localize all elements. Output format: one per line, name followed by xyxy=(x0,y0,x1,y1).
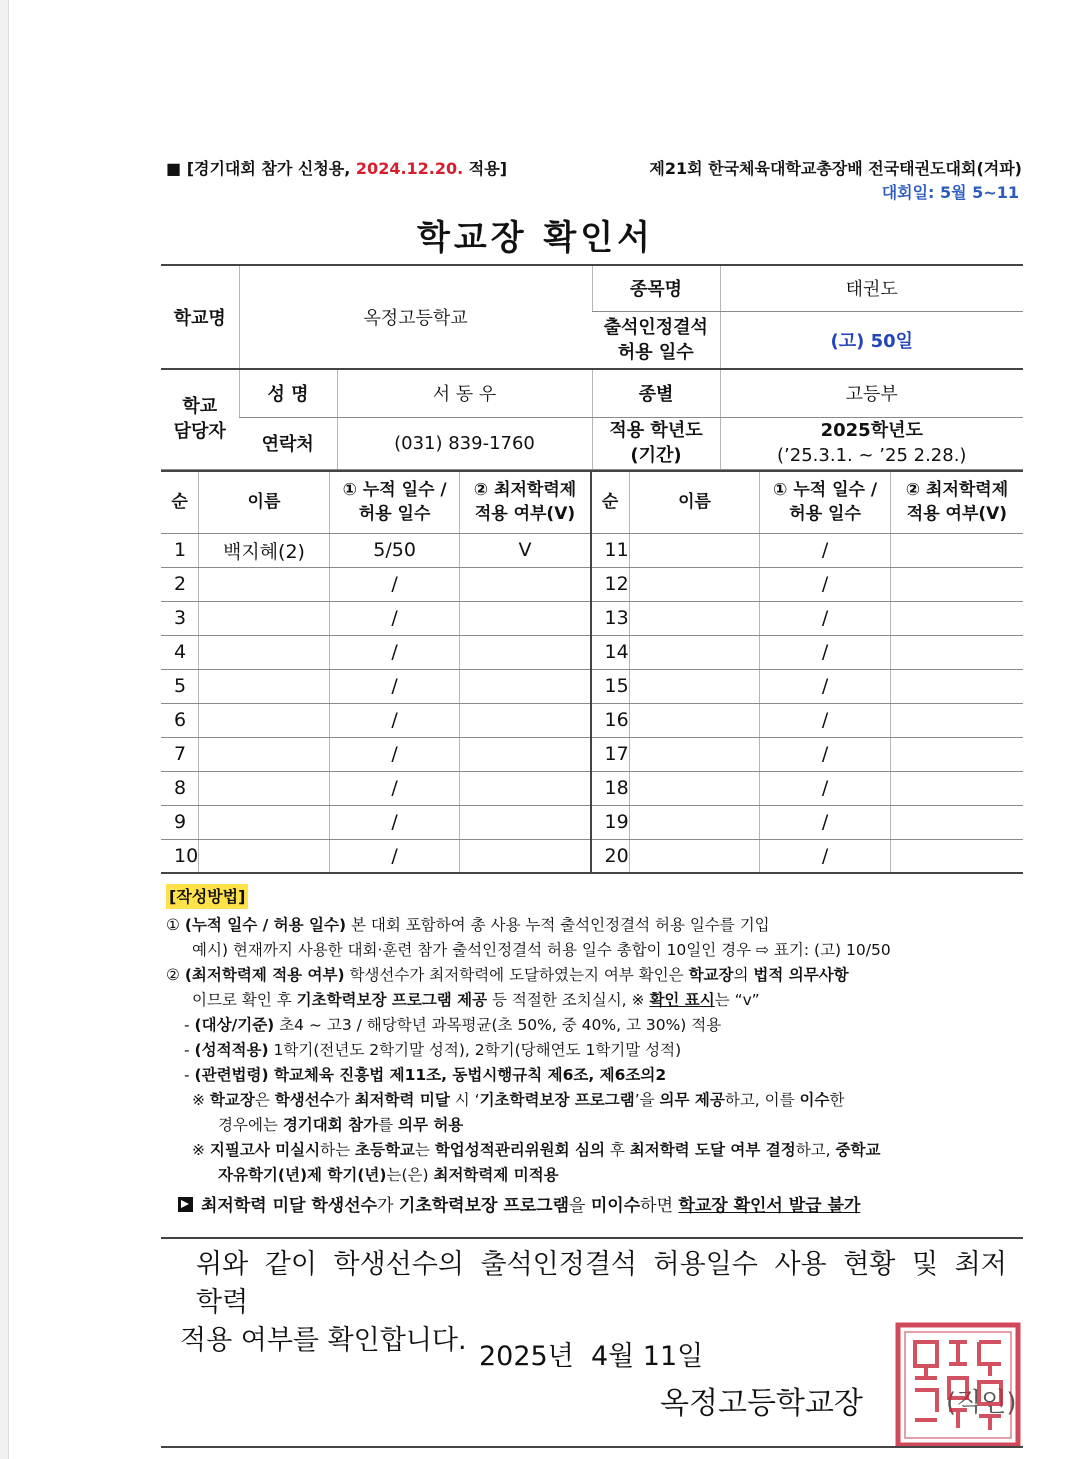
row-number: 20 xyxy=(591,839,630,873)
guide-warning-t3: 하면 xyxy=(640,1196,679,1216)
col-check-header-right xyxy=(890,471,1023,533)
guide-note-2-t1: 하는 xyxy=(320,1141,356,1159)
guide-detail-target-text: 초4 ~ 고3 / 해당학년 과목평균(초 50%, 중 40%, 고 30%) 적용 xyxy=(274,1016,722,1034)
row-name xyxy=(629,703,760,737)
guide-note-2-t3: 후 xyxy=(604,1141,630,1159)
competition-name: 제21회 한국체육대학교총장배 전국태권도대회(겨파) xyxy=(649,159,1022,178)
row-name xyxy=(199,737,330,771)
guide-title: [작성방법] xyxy=(166,884,248,909)
header-applied-date: 2024.12.20. xyxy=(355,159,464,178)
table-row xyxy=(161,635,1023,669)
guide-note-1-b4: 기초학력보장 프로그램 xyxy=(479,1091,635,1109)
guide-detail-grades-text: 1학기(전년도 2학기말 성적), 2학기(당해연도 1학기말 성적) xyxy=(268,1041,682,1059)
school-year-label-line1: 적용 학년도 xyxy=(609,420,703,441)
guide-warning-t2: 을 xyxy=(569,1196,591,1216)
guide-item-2-line2-d: 는 “v” xyxy=(714,991,760,1009)
row-name xyxy=(199,805,330,839)
guide-item-1-mark: ① xyxy=(166,916,180,934)
guide-note-1-t2: 가 xyxy=(334,1091,355,1109)
row-days: 5/50 xyxy=(329,533,460,567)
row-name xyxy=(199,635,330,669)
header-left-suffix: 적용] xyxy=(463,159,508,178)
event-label: 종목명 xyxy=(592,265,720,311)
guide-warning-t1: 가 xyxy=(377,1196,399,1216)
table-row xyxy=(161,805,1023,839)
allowed-days-value: (고) 50일 xyxy=(720,311,1023,369)
row-name xyxy=(629,839,760,873)
guide-note-1-t6: 한 xyxy=(829,1091,845,1109)
guide-note-1 xyxy=(166,1088,1026,1113)
writing-guide xyxy=(166,884,1026,1219)
guide-note-2 xyxy=(166,1138,1026,1163)
guide-note-1-b3: 최저학력 미달 xyxy=(354,1091,450,1109)
col-no-header-right: 순 xyxy=(591,471,630,533)
col-days-header-right-line2: 허용 일수 xyxy=(789,504,861,525)
guide-note-1-t1: 은 xyxy=(254,1091,275,1109)
row-number: 4 xyxy=(161,635,199,669)
row-check xyxy=(890,533,1023,567)
col-check-header-right-line2: 적용 여부(V) xyxy=(906,504,1008,525)
table-row xyxy=(161,567,1023,601)
guide-item-2-bold-d: 법적 의무사항 xyxy=(753,966,849,984)
row-name xyxy=(629,771,760,805)
guide-item-1-example: 예시) 현재까지 사용한 대회·훈련 참가 출석인정결석 허용 일수 총합이 10일인 경우 ⇨ 표기: (고) 10/50 xyxy=(192,941,891,959)
school-year-period: (’25.3.1. ~ ’25 2.28.) xyxy=(777,445,967,466)
header-left-prefix: [경기대회 참가 신청용, xyxy=(186,159,356,178)
row-name xyxy=(629,737,760,771)
row-days: / xyxy=(760,567,891,601)
event-value: 태권도 xyxy=(720,265,1023,311)
guide-note-2-b1: 지필고사 미실시 xyxy=(209,1141,321,1159)
row-number: 3 xyxy=(161,601,199,635)
allowed-days-label xyxy=(592,311,720,369)
row-check xyxy=(460,703,591,737)
guide-item-2-line2-c: 등 적절한 조치실시, ※ xyxy=(487,991,650,1009)
col-days-header-line1: ① 누적 일수 / xyxy=(342,480,447,501)
row-name xyxy=(199,839,330,873)
guide-detail-grades xyxy=(166,1038,1026,1063)
school-year-value xyxy=(720,417,1023,469)
guide-item-1 xyxy=(166,913,1026,938)
guide-item-2-title: (최저학력제 적용 여부) xyxy=(184,966,345,984)
row-check xyxy=(890,567,1023,601)
guide-note-1-mark: ※ xyxy=(192,1091,210,1109)
row-check: V xyxy=(460,533,591,567)
row-check xyxy=(890,771,1023,805)
row-check xyxy=(460,635,591,669)
bottom-rule xyxy=(161,1446,1023,1448)
row-days: / xyxy=(329,771,460,805)
allowed-days-label-line1: 출석인정결석 xyxy=(603,316,708,338)
guide-note-2-b4: 최저학력 도달 여부 결정 xyxy=(629,1141,796,1159)
school-info-table xyxy=(161,264,1023,470)
guide-note-2-line2 xyxy=(166,1163,1026,1188)
col-check-header-line1: ② 최저학력제 xyxy=(473,480,577,501)
col-days-header-line2: 허용 일수 xyxy=(358,504,431,525)
col-check-header xyxy=(460,471,591,533)
row-check xyxy=(890,839,1023,873)
guide-item-2-line2-a: 이므로 확인 후 xyxy=(192,991,297,1009)
row-number: 2 xyxy=(161,567,199,601)
manager-label-line1: 학교 xyxy=(182,396,218,418)
guide-note-1-line2 xyxy=(166,1113,1026,1138)
document-title: 학교장 확인서 xyxy=(417,218,654,258)
row-check xyxy=(460,805,591,839)
row-name xyxy=(629,601,760,635)
row-name xyxy=(629,669,760,703)
contact-value: (031) 839-1760 xyxy=(337,417,592,469)
competition-dates: 대회일: 5월 5~11 xyxy=(881,183,1019,202)
row-number: 7 xyxy=(161,737,199,771)
guide-item-2-line2 xyxy=(166,988,1026,1013)
guide-note-1-t3: 시 ‘ xyxy=(449,1091,480,1109)
row-days: / xyxy=(329,567,460,601)
table-row xyxy=(161,771,1023,805)
guide-item-2-mark: ② xyxy=(166,966,180,984)
table-row xyxy=(161,601,1023,635)
row-number: 13 xyxy=(591,601,630,635)
row-name xyxy=(629,533,760,567)
row-number: 17 xyxy=(591,737,630,771)
header-bullet: ■ xyxy=(166,159,182,178)
row-number: 6 xyxy=(161,703,199,737)
guide-note-2-b3: 학업성적관리위원회 심의 xyxy=(434,1141,605,1159)
col-check-header-line2: 적용 여부(V) xyxy=(474,504,576,525)
guide-note-1-b5: 의무 제공 xyxy=(659,1091,725,1109)
school-name-value: 옥정고등학교 xyxy=(239,265,592,369)
guide-detail-law xyxy=(166,1063,1026,1088)
table-row xyxy=(161,737,1023,771)
seal-mark-label: (직인) xyxy=(946,1388,1017,1418)
row-days: / xyxy=(760,703,891,737)
guide-note-1-t5: 하고, 이를 xyxy=(724,1091,800,1109)
school-name-label: 학교명 xyxy=(161,265,239,369)
guide-note-2-b5: 중학교 xyxy=(835,1141,881,1159)
school-year-value-line1: 2025학년도 xyxy=(820,420,923,441)
row-number: 19 xyxy=(591,805,630,839)
row-days: / xyxy=(760,805,891,839)
row-number: 10 xyxy=(161,839,199,873)
division-value: 고등부 xyxy=(720,369,1023,417)
row-days: / xyxy=(329,839,460,873)
guide-note-1-l2-d: 의무 허용 xyxy=(397,1116,464,1134)
guide-warning-b3: 미이수 xyxy=(590,1196,641,1216)
row-days: / xyxy=(760,771,891,805)
guide-detail-target-label: (대상/기준) xyxy=(194,1016,275,1034)
guide-warning-b2: 기초학력보장 프로그램 xyxy=(398,1196,570,1216)
row-check xyxy=(460,839,591,873)
guide-detail-grades-dash: - xyxy=(184,1041,195,1059)
guide-warning-b1: 최저학력 미달 학생선수 xyxy=(201,1196,378,1216)
row-check xyxy=(460,669,591,703)
row-days: / xyxy=(329,601,460,635)
row-number: 9 xyxy=(161,805,199,839)
guide-note-1-b2: 학생선수 xyxy=(274,1091,335,1109)
row-number: 14 xyxy=(591,635,630,669)
contact-label: 연락처 xyxy=(239,417,337,469)
row-check xyxy=(890,635,1023,669)
row-days: / xyxy=(760,839,891,873)
col-name-header-right: 이름 xyxy=(629,471,760,533)
allowed-days-label-line2: 허용 일수 xyxy=(617,341,694,363)
guide-note-2-t2: 는 xyxy=(414,1141,435,1159)
row-number: 5 xyxy=(161,669,199,703)
form-header xyxy=(166,156,1022,179)
guide-note-1-b1: 학교장 xyxy=(209,1091,255,1109)
col-no-header: 순 xyxy=(161,471,199,533)
row-name xyxy=(629,635,760,669)
row-name xyxy=(199,601,330,635)
row-name xyxy=(629,567,760,601)
row-days: / xyxy=(760,669,891,703)
guide-detail-grades-label: (성적적용) xyxy=(194,1041,269,1059)
guide-detail-target xyxy=(166,1013,1026,1038)
row-days: / xyxy=(760,533,891,567)
row-name xyxy=(199,669,330,703)
guide-note-2-t4: 하고, xyxy=(795,1141,836,1159)
table-row xyxy=(161,533,1023,567)
manager-label xyxy=(161,369,239,469)
guide-detail-law-text: (관련법령) 학교체육 진흥법 제11조, 동법시행규칙 제6조, 제6조의2 xyxy=(194,1066,667,1084)
guide-note-1-l2-a: 경우에는 xyxy=(218,1116,283,1134)
guide-note-1-l2-b: 경기대회 참가 xyxy=(282,1116,379,1134)
col-check-header-right-line1: ② 최저학력제 xyxy=(905,480,1009,501)
confirmation-line2: 적용 여부를 확인합니다. xyxy=(180,1325,467,1356)
guide-note-2-l2-t1: 는(은) xyxy=(386,1166,434,1184)
col-name-header: 이름 xyxy=(199,471,330,533)
guide-item-2-line2-underline: 확인 표시 xyxy=(649,991,715,1009)
school-year-label xyxy=(592,417,720,469)
col-days-header xyxy=(329,471,460,533)
guide-item-2-line2-bold: 기초학력보장 프로그램 제공 xyxy=(296,991,488,1009)
table-row xyxy=(161,669,1023,703)
row-name xyxy=(199,771,330,805)
guide-detail-law-dash: - xyxy=(184,1066,195,1084)
guide-warning xyxy=(166,1194,1026,1219)
row-check xyxy=(890,601,1023,635)
student-list-table xyxy=(161,470,1023,874)
guide-warning-underline: 학교장 확인서 발급 불가 xyxy=(678,1196,861,1216)
manager-name-label: 성 명 xyxy=(239,369,337,417)
guide-item-2-text-c: 의 xyxy=(733,966,754,984)
row-number: 12 xyxy=(591,567,630,601)
row-number: 16 xyxy=(591,703,630,737)
arrow-box-icon xyxy=(178,1197,193,1212)
issue-date: 2025년 4월 11일 xyxy=(479,1341,704,1372)
row-check xyxy=(460,601,591,635)
guide-note-2-l2-b1: 자유학기(년)제 학기(년) xyxy=(218,1166,387,1184)
row-days: / xyxy=(760,635,891,669)
division-label: 종별 xyxy=(592,369,720,417)
guide-note-1-b6: 이수 xyxy=(799,1091,830,1109)
row-number: 1 xyxy=(161,533,199,567)
row-name xyxy=(199,703,330,737)
school-year-label-line2: (기간) xyxy=(630,445,682,466)
row-number: 15 xyxy=(591,669,630,703)
row-check xyxy=(890,737,1023,771)
row-number: 18 xyxy=(591,771,630,805)
guide-item-1-title: (누적 일수 / 허용 일수) xyxy=(184,916,347,934)
guide-note-2-mark: ※ xyxy=(192,1141,210,1159)
guide-item-2-bold-b: 학교장 xyxy=(688,966,734,984)
guide-note-2-b2: 초등학교 xyxy=(355,1141,415,1159)
guide-note-1-l2-c: 를 xyxy=(378,1116,398,1134)
row-days: / xyxy=(329,703,460,737)
official-seal xyxy=(893,1320,1023,1450)
confirm-divider xyxy=(161,1237,1023,1239)
row-name: 백지혜(2) xyxy=(199,533,330,567)
guide-note-2-l2-b2: 최저학력제 미적용 xyxy=(433,1166,559,1184)
guide-note-1-t4: ’을 xyxy=(634,1091,660,1109)
row-check xyxy=(890,669,1023,703)
row-days: / xyxy=(329,805,460,839)
row-check xyxy=(460,567,591,601)
row-name xyxy=(629,805,760,839)
row-check xyxy=(890,703,1023,737)
table-row xyxy=(161,839,1023,873)
col-days-header-right xyxy=(760,471,891,533)
row-days: / xyxy=(329,669,460,703)
table-row xyxy=(161,703,1023,737)
row-number: 11 xyxy=(591,533,630,567)
row-name xyxy=(199,567,330,601)
row-days: / xyxy=(760,601,891,635)
row-check xyxy=(890,805,1023,839)
confirmation-line1: 위와 같이 학생선수의 출석인정결석 허용일수 사용 현황 및 최저학력 xyxy=(196,1249,1007,1318)
col-days-header-right-line1: ① 누적 일수 / xyxy=(773,480,878,501)
row-number: 8 xyxy=(161,771,199,805)
guide-item-2-text-a: 학생선수가 최저학력에 도달하였는지 여부 확인은 xyxy=(344,966,689,984)
manager-name-value: 서 동 우 xyxy=(337,369,592,417)
row-days: / xyxy=(329,737,460,771)
row-check xyxy=(460,737,591,771)
manager-label-line2: 담당자 xyxy=(173,421,226,443)
row-days: / xyxy=(760,737,891,771)
row-check xyxy=(460,771,591,805)
guide-item-2 xyxy=(166,963,1026,988)
row-days: / xyxy=(329,635,460,669)
guide-detail-target-dash: - xyxy=(184,1016,195,1034)
principal-name: 옥정고등학교장 xyxy=(660,1386,863,1421)
guide-item-1-text: 본 대회 포함하여 총 사용 누적 출석인정결석 허용 일수를 기입 xyxy=(346,916,770,934)
